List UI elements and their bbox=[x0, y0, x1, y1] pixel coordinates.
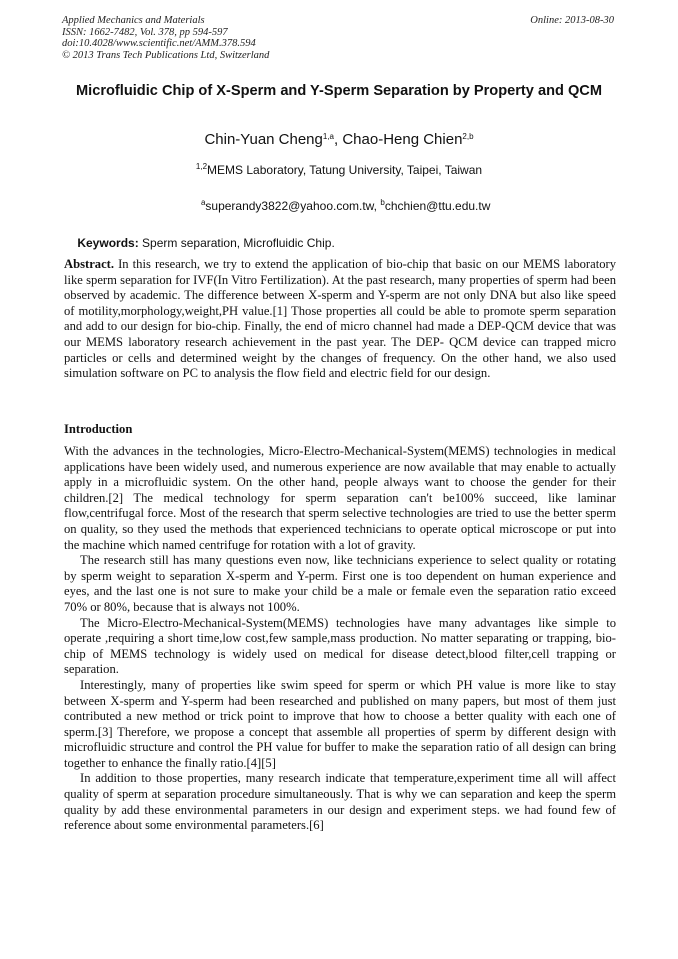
intro-paragraph: With the advances in the technologies, Micro-Electro-Mechanical-System(MEMS) technologies in medical applications have been widely used, and numerous experience are now available that may enable to actually apply in a microfluidic system. On the other hand, people always want to choose the gender for their children.[2] The medical technology for sperm separation can't be100% succeed, like laminar flow,centrifugal force. Most of the research that sperm selective technologies are tried to use the better sperm on quality, so they used the methods that experienced technicians to operate optical microscope or put into the machine which named centrifuge for rotation with a lot of gravity. bbox=[64, 444, 616, 552]
author-1-name: Chin-Yuan Cheng bbox=[204, 131, 323, 148]
author-2-superscript: 2,b bbox=[462, 132, 474, 141]
introduction-body bbox=[64, 444, 616, 834]
abstract bbox=[64, 257, 616, 382]
doi-line: doi:10.4028/www.scientific.net/AMM.378.594 bbox=[62, 38, 256, 49]
email-b: chchien@ttu.edu.tw bbox=[384, 199, 491, 213]
issn-line: ISSN: 1662-7482, Vol. 378, pp 594-597 bbox=[62, 26, 228, 38]
affiliation-superscript: 1,2 bbox=[195, 162, 208, 171]
email-a-superscript: a bbox=[200, 198, 206, 207]
keywords-label: Keywords: bbox=[77, 236, 139, 250]
affiliation-text: MEMS Laboratory, Tatung University, Taipei, Taiwan bbox=[207, 163, 483, 177]
abstract-text: In this research, we try to extend the application of bio-chip that basic on our MEMS laboratory like sperm separation for IVF(In Vitro Fertilization). At the past research, many properties of sperm had been observed by academic. The difference between X-sperm and Y-sperm are not only DNA but also like speed of motility,morphology,weight,PH value.[1] Those properties all could be able to promote sperm separation and add to our design for bio-chip. Finally, the end of micro channel had made a DEP-QCM device that was our MEMS laboratory research achievement in the past year. The DEP- QCM device can trapped micro particles or cells and determined weight by the changes of frequency. On the other hand, we also used simulation software on PC to analysis the flow field and electric field for our design. bbox=[64, 257, 616, 381]
email-b-superscript: b bbox=[380, 198, 385, 207]
intro-paragraph: Interestingly, many of properties like swim speed for sperm or which PH value is more like to stay between X-sperm and Y-sperm had been researched and published on many papers, but most of them just contributed a new method or trick point to improve that how to choose a better quality with each one of sperm.[3] Therefore, we propose a concept that assemble all properties of sperm by different design with microfluidic structure and control the PH value for buffer to make the separation ratio of all design can bring together to enhance the finally ratio.[4][5] bbox=[64, 677, 616, 770]
keywords-text: Sperm separation, Microfluidic Chip. bbox=[138, 236, 335, 250]
intro-paragraph: The Micro-Electro-Mechanical-System(MEMS) technologies have many advantages like simple to operate ,requiring a short time,low cost,few sample,mass production. No matter separating or trapping, bio-chip of MEMS technology is widely used on medical for disease detect,blood filter,cell trapping or separation. bbox=[64, 615, 616, 677]
author-1-superscript: 1,a bbox=[322, 132, 334, 141]
copyright-line: © 2013 Trans Tech Publications Ltd, Switzerland bbox=[62, 49, 270, 61]
author-line bbox=[60, 131, 618, 149]
intro-paragraph: The research still has many questions even now, like technicians experience to select quality or rotating by sperm weight to separation X-sperm and Y-perm. First one is too dependent on human experience and eyes, and the last one is not sure to make your child be a male or female even the separation ratio exceed 70% or 80%, because that is always not 100%. bbox=[64, 553, 616, 614]
abstract-label: Abstract. bbox=[64, 257, 115, 271]
section-heading-introduction: Introduction bbox=[64, 422, 133, 436]
journal-name: Applied Mechanics and Materials bbox=[62, 15, 205, 26]
author-2-name: Chao-Heng Chien bbox=[342, 131, 463, 148]
intro-paragraph: In addition to those properties, many research indicate that temperature,experiment time all will affect quality of sperm at separation procedure simultaneously. That is why we can separation and keep the sperm quality by add these environmental parameters in our design and experiment steps. we had found few of reference about some environmental parameters.[6] bbox=[64, 771, 616, 833]
email-a: superandy3822@yahoo.com.tw, bbox=[205, 199, 381, 213]
author-separator: , bbox=[334, 131, 343, 148]
affiliation-line bbox=[60, 163, 618, 178]
journal-header bbox=[62, 15, 269, 61]
paper-title: Microfluidic Chip of X-Sperm and Y-Sperm Separation by Property and QCM bbox=[76, 83, 602, 99]
online-date: Online: 2013-08-30 bbox=[530, 15, 614, 26]
